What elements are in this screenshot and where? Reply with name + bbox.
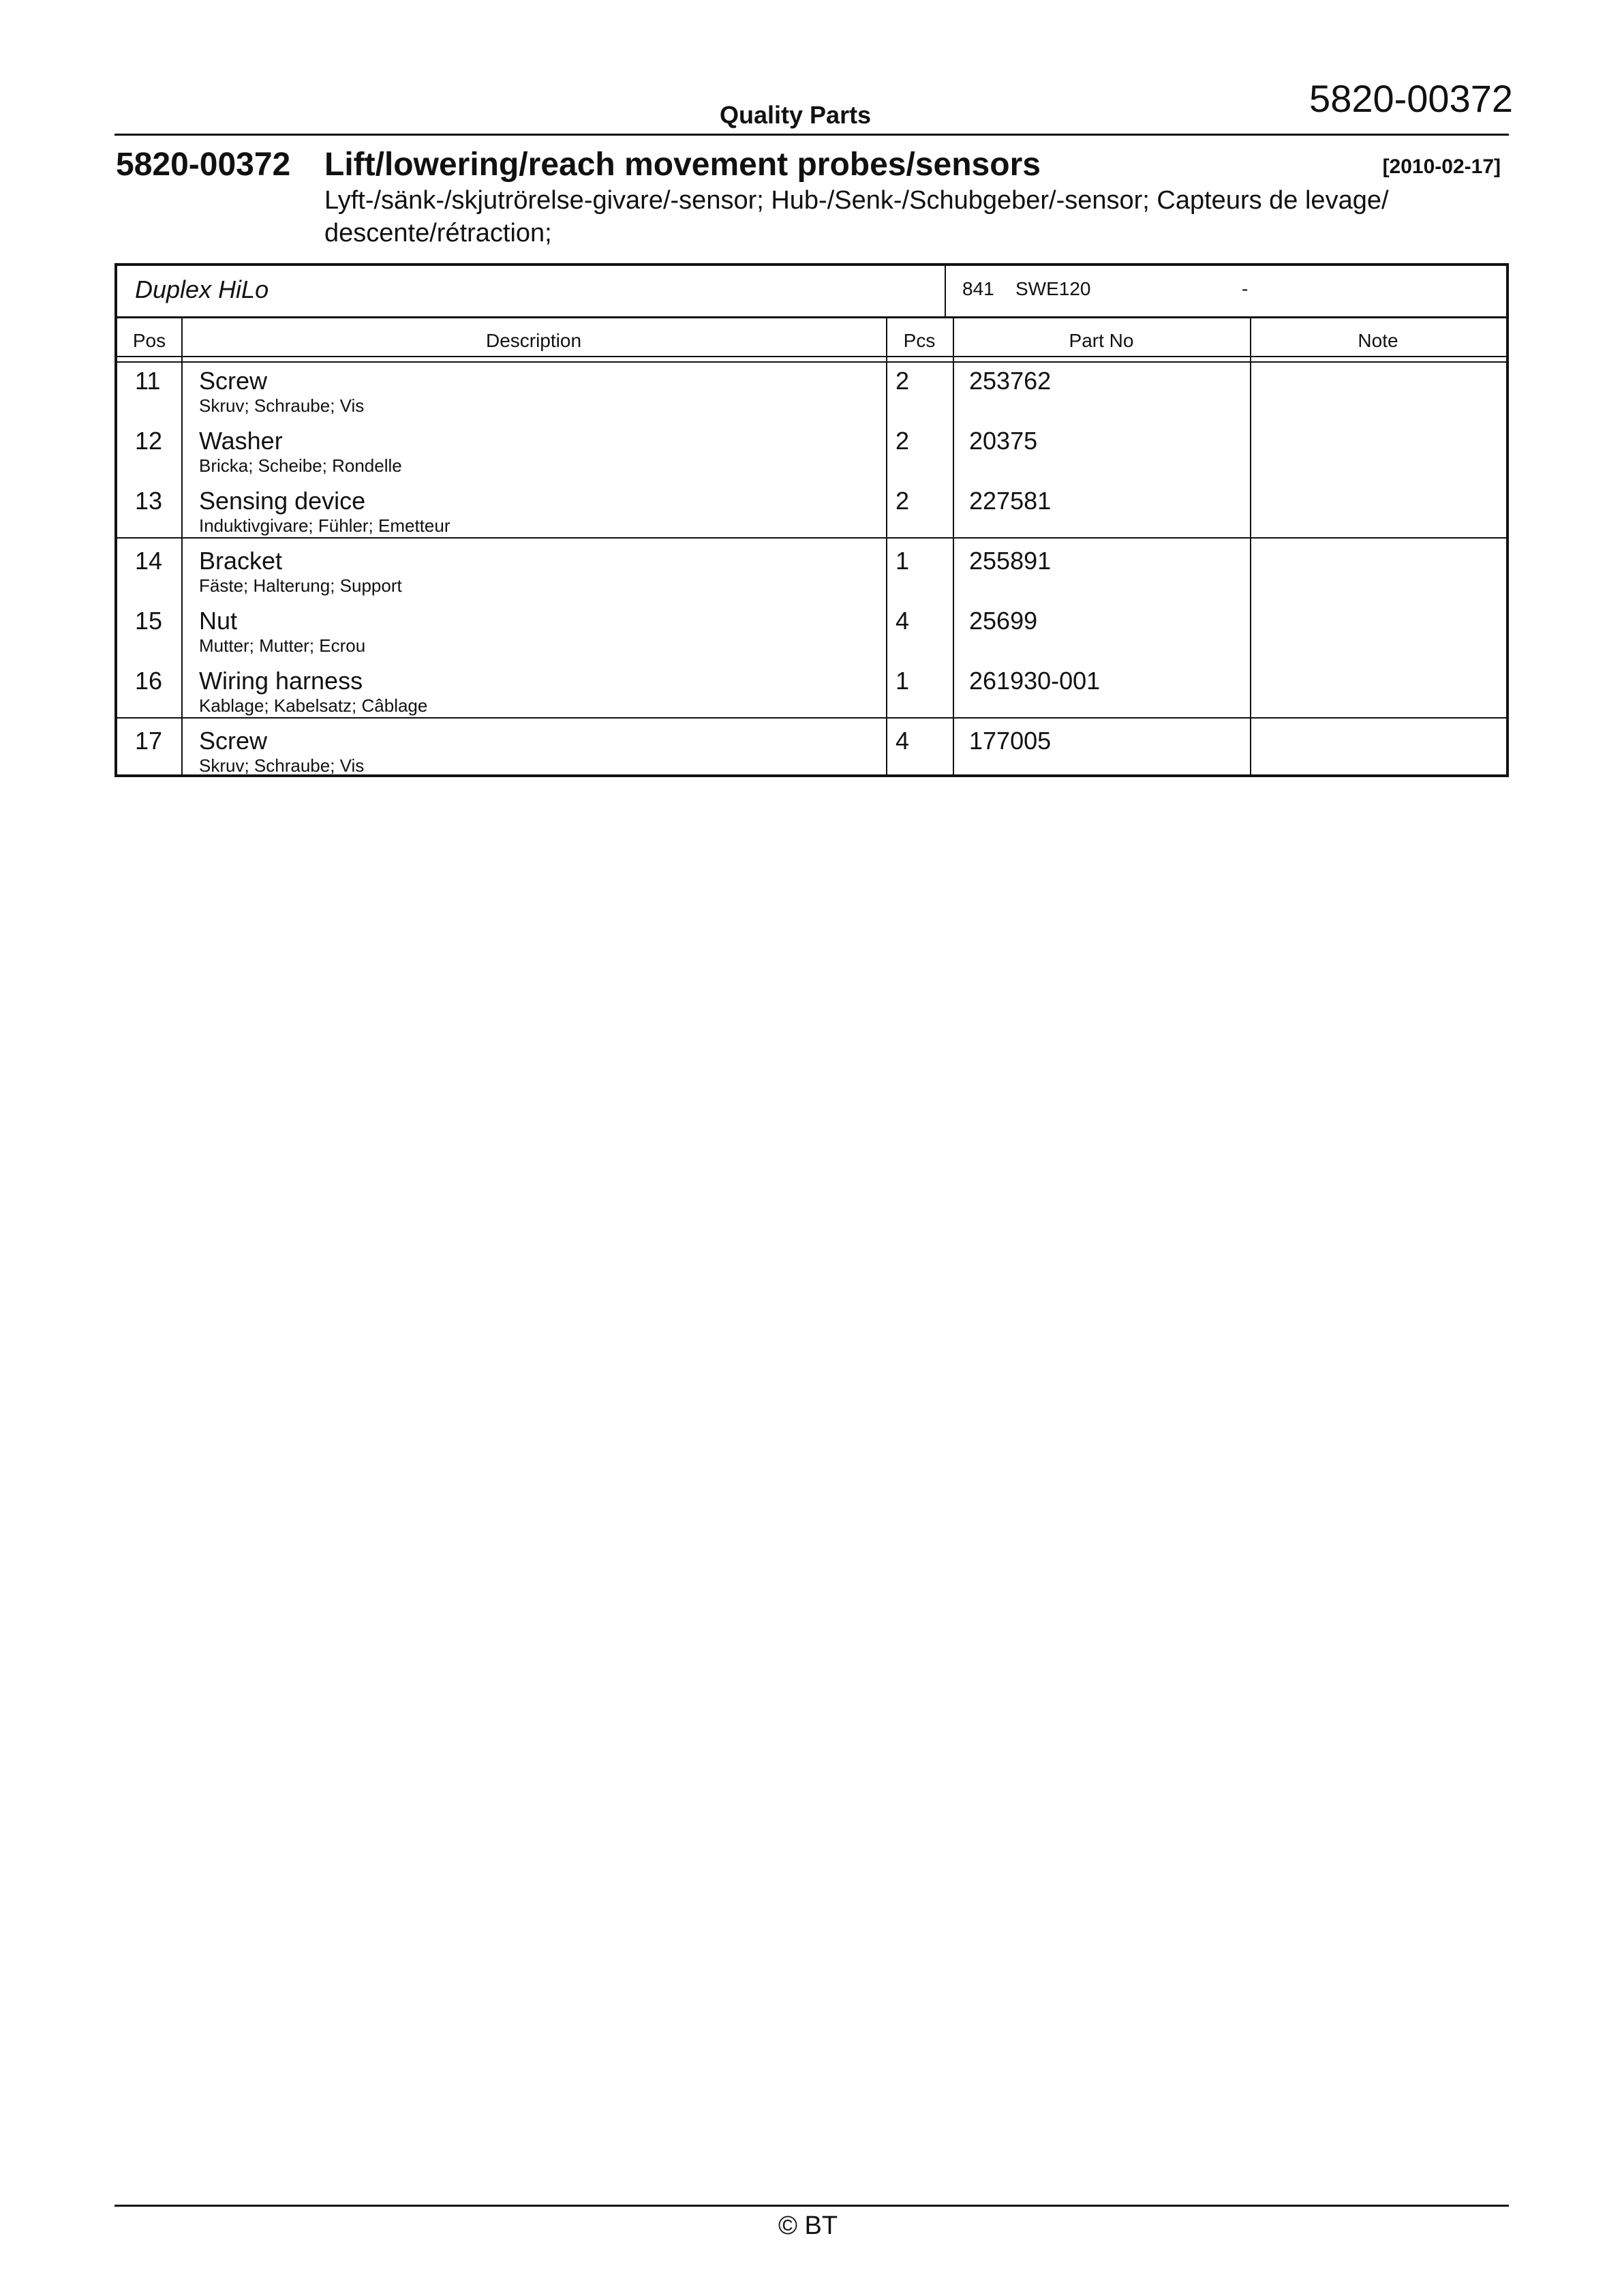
section-translations: Lyft-/sänk-/skjutrörelse-givare/-sensor; Hub-/Senk-/Schubgeber/-sensor; Capteurs de levage/ descente/rétraction; — [324, 186, 1389, 247]
column-line — [886, 318, 887, 777]
column-line — [953, 318, 954, 777]
row-pos: 16 — [135, 667, 163, 695]
footer-copyright: © BT — [778, 2211, 838, 2240]
group-divider — [117, 537, 1506, 539]
section-number: 5820-00372 — [116, 147, 291, 183]
row-translations: Mutter; Mutter; Ecrou — [199, 635, 366, 656]
row-description: Washer — [199, 427, 283, 455]
row-pos: 13 — [135, 487, 163, 515]
row-description: Sensing device — [199, 487, 366, 515]
row-description: Screw — [199, 727, 268, 755]
row-description: Nut — [199, 607, 238, 635]
header-divider — [114, 134, 1509, 136]
model-row-divider — [117, 316, 1506, 318]
row-translations: Kablage; Kabelsatz; Câblage — [199, 695, 428, 716]
row-pcs: 2 — [896, 427, 910, 455]
row-pos: 14 — [135, 547, 163, 575]
footer-divider — [114, 2205, 1509, 2207]
model-type: SWE120 — [1015, 278, 1091, 299]
row-translations: Induktivgivare; Fühler; Emetteur — [199, 515, 450, 536]
model-divider — [945, 266, 946, 318]
header-underline-1 — [117, 356, 1506, 357]
model-code: 841 — [962, 278, 994, 299]
row-pcs: 2 — [896, 367, 910, 395]
row-pos: 12 — [135, 427, 163, 455]
column-header-pcs: Pcs — [903, 330, 936, 351]
row-part-no: 177005 — [969, 727, 1052, 755]
parts-table — [114, 263, 1509, 777]
row-pcs: 4 — [896, 607, 910, 635]
row-pcs: 4 — [896, 727, 910, 755]
section-title: Lift/lowering/reach movement probes/sensors — [324, 147, 1041, 183]
column-header-pos: Pos — [132, 330, 166, 351]
row-part-no: 227581 — [969, 487, 1052, 515]
column-line — [1250, 318, 1251, 777]
header-underline-2 — [117, 361, 1506, 363]
group-divider — [117, 717, 1506, 719]
row-pos: 11 — [135, 367, 161, 395]
row-pcs: 1 — [896, 547, 910, 575]
section-date: [2010-02-17] — [1382, 155, 1501, 178]
row-description: Bracket — [199, 547, 283, 575]
row-translations: Skruv; Schraube; Vis — [199, 755, 365, 776]
model-name: Duplex HiLo — [135, 275, 269, 303]
row-translations: Fäste; Halterung; Support — [199, 575, 402, 596]
column-header-part-no: Part No — [1069, 330, 1134, 351]
row-part-no: 261930-001 — [969, 667, 1101, 695]
column-header-note: Note — [1358, 330, 1398, 351]
row-translations: Bricka; Scheibe; Rondelle — [199, 455, 402, 476]
row-part-no: 255891 — [969, 547, 1052, 575]
document-number: 5820-00372 — [1309, 77, 1513, 120]
column-header-description: Description — [485, 330, 582, 351]
model-extra: - — [1242, 278, 1249, 299]
column-line — [181, 318, 183, 777]
row-part-no: 25699 — [969, 607, 1038, 635]
row-pos: 17 — [135, 727, 163, 755]
row-description: Wiring harness — [199, 667, 363, 695]
row-description: Screw — [199, 367, 268, 395]
row-pcs: 1 — [896, 667, 910, 695]
row-pcs: 2 — [896, 487, 910, 515]
header-title: Quality Parts — [720, 101, 872, 129]
row-translations: Skruv; Schraube; Vis — [199, 395, 365, 416]
row-pos: 15 — [135, 607, 163, 635]
row-part-no: 253762 — [969, 367, 1052, 395]
row-part-no: 20375 — [969, 427, 1038, 455]
